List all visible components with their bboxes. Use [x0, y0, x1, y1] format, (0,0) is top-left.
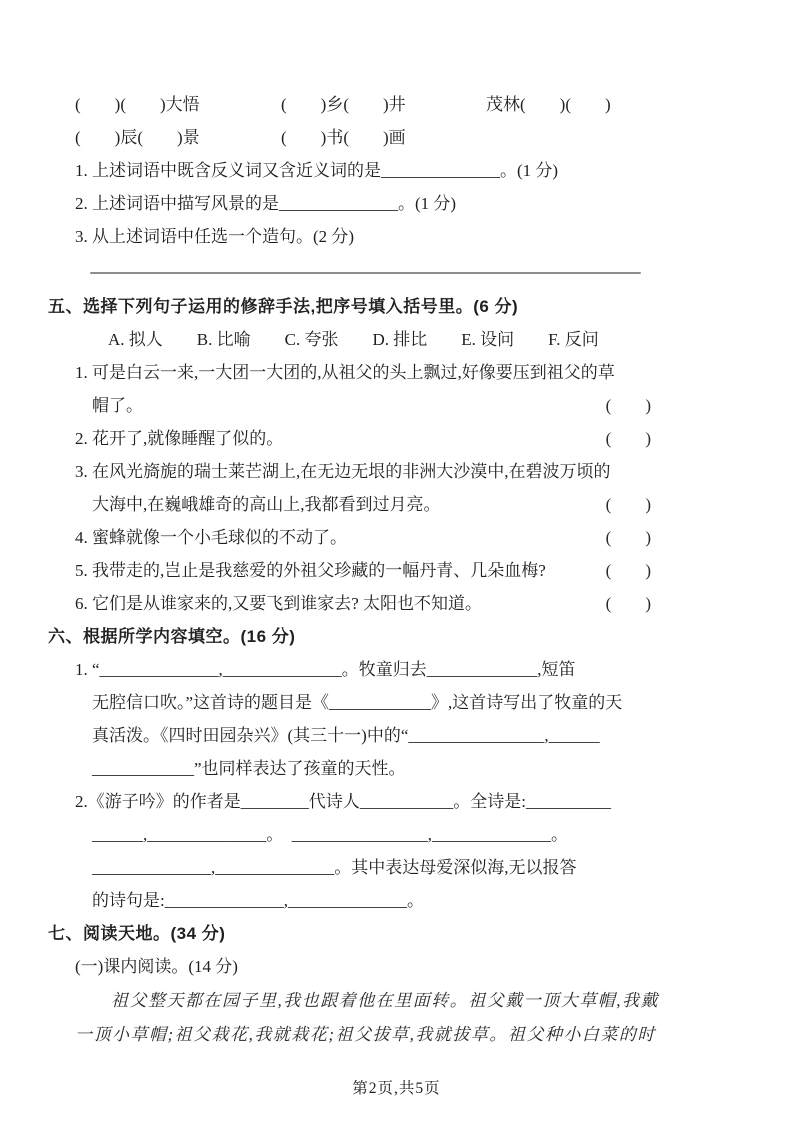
item-text: 1. 可是白云一来,一大团一大团的,从祖父的头上飘过,好像要压到祖父的草 — [75, 363, 615, 382]
item-text: 帽了。 — [92, 396, 143, 415]
item-text: 5. 我带走的,岂止是我慈爱的外祖父珍藏的一幅丹青、几朵血梅? — [75, 561, 546, 580]
item-text: 大海中,在巍峨雄奇的高山上,我都看到过月亮。 — [92, 495, 441, 514]
answer-bracket: ( ) — [605, 396, 651, 415]
passage-text: 一顶小草帽;祖父栽花,我就栽花;祖父拔草,我就拔草。祖父种小白菜的时 — [75, 1024, 656, 1044]
question-text: 2. 上述词语中描写风景的是______________。(1 分) — [75, 194, 457, 213]
fill-blank-line — [75, 849, 651, 882]
question-text: 3. 从上述词语中任选一个造句。(2 分) — [75, 227, 355, 246]
fill-blank-line — [75, 684, 651, 717]
item-text: 4. 蜜蜂就像一个小毛球似的不动了。 — [75, 528, 347, 547]
fill-text: ____________”也同样表达了孩童的天性。 — [92, 759, 406, 778]
question-line — [75, 152, 651, 185]
fill-blank-line — [75, 882, 651, 915]
word-group: ( )乡( )井 — [281, 95, 406, 114]
rhetoric-item-line — [75, 453, 651, 486]
rhetoric-item-line — [75, 486, 651, 519]
section5-heading-text: 五、选择下列句子运用的修辞手法,把序号填入括号里。(6 分) — [48, 297, 519, 316]
answer-bracket: ( ) — [605, 561, 651, 580]
word-group: ( )书( )画 — [281, 128, 406, 147]
page-number-label: 第2页,共5页 — [352, 1080, 441, 1097]
section6-heading — [48, 618, 651, 651]
rhetoric-item-line — [75, 387, 651, 420]
section7-heading — [48, 915, 651, 948]
section5-options — [75, 321, 651, 354]
fill-text: 的诗句是:______________,______________。 — [92, 891, 424, 910]
page-footer — [0, 1076, 793, 1098]
item-text: 2. 花开了,就像睡醒了似的。 — [75, 429, 284, 448]
rhetoric-item-line — [75, 519, 651, 552]
question-line — [75, 218, 651, 251]
item-text: 3. 在风光旖旎的瑞士莱芒湖上,在无边无垠的非洲大沙漠中,在碧波万顷的 — [75, 462, 611, 481]
section5-heading — [48, 288, 651, 321]
word-group: ( )( )大悟 — [75, 95, 200, 114]
option-list-text: A. 拟人 B. 比喻 C. 夸张 D. 排比 E. 设问 F. 反问 — [108, 330, 599, 349]
fill-blank-line — [75, 816, 651, 849]
section7-subheading-text: (一)课内阅读。(14 分) — [75, 957, 238, 976]
fill-blank-line — [75, 750, 651, 783]
fill-blank-line — [75, 717, 651, 750]
fill-text: 无腔信口吹。”这首诗的题目是《____________》,这首诗写出了牧童的天 — [92, 693, 623, 712]
question-text: 1. 上述词语中既含反义词又含近义词的是______________。(1 分) — [75, 161, 559, 180]
item-text: 6. 它们是从谁家来的,又要飞到谁家去? 太阳也不知道。 — [75, 594, 483, 613]
rhetoric-item-line — [75, 552, 651, 585]
fill-blank-line — [75, 783, 651, 816]
fill-text: 1. “______________,______________。牧童归去_____________,短笛 — [75, 660, 576, 679]
passage-line — [75, 1015, 656, 1049]
passage-line — [75, 981, 659, 1015]
answer-bracket: ( ) — [605, 594, 651, 613]
word-group: 茂林( )( ) — [486, 95, 611, 114]
section6-heading-text: 六、根据所学内容填空。(16 分) — [48, 627, 296, 646]
rhetoric-item-line — [75, 420, 651, 453]
answer-bracket: ( ) — [605, 429, 651, 448]
section7-subheading — [75, 948, 651, 981]
answer-bracket: ( ) — [605, 495, 651, 514]
fill-blank-line — [75, 651, 651, 684]
word-group: ( )辰( )景 — [75, 128, 200, 147]
word-row — [75, 119, 651, 152]
section-divider — [90, 272, 641, 274]
paper-content — [48, 86, 659, 1049]
fill-text: ______________,______________。其中表达母爱深似海,无以报答 — [92, 858, 577, 877]
word-row — [75, 86, 651, 119]
passage-text: 祖父整天都在园子里,我也跟着他在里面转。祖父戴一顶大草帽,我戴 — [111, 990, 659, 1010]
rhetoric-item-line — [75, 354, 651, 387]
rhetoric-item-line — [75, 585, 651, 618]
section7-heading-text: 七、阅读天地。(34 分) — [48, 924, 226, 943]
fill-text: ______,______________。 ________________,______________。 — [92, 825, 568, 844]
fill-text: 真活泼。《四时田园杂兴》(其三十一)中的“________________,______ — [92, 726, 600, 745]
fill-text: 2.《游子吟》的作者是________代诗人___________。全诗是:__________ — [75, 792, 611, 811]
question-line — [75, 185, 651, 218]
answer-bracket: ( ) — [605, 528, 651, 547]
